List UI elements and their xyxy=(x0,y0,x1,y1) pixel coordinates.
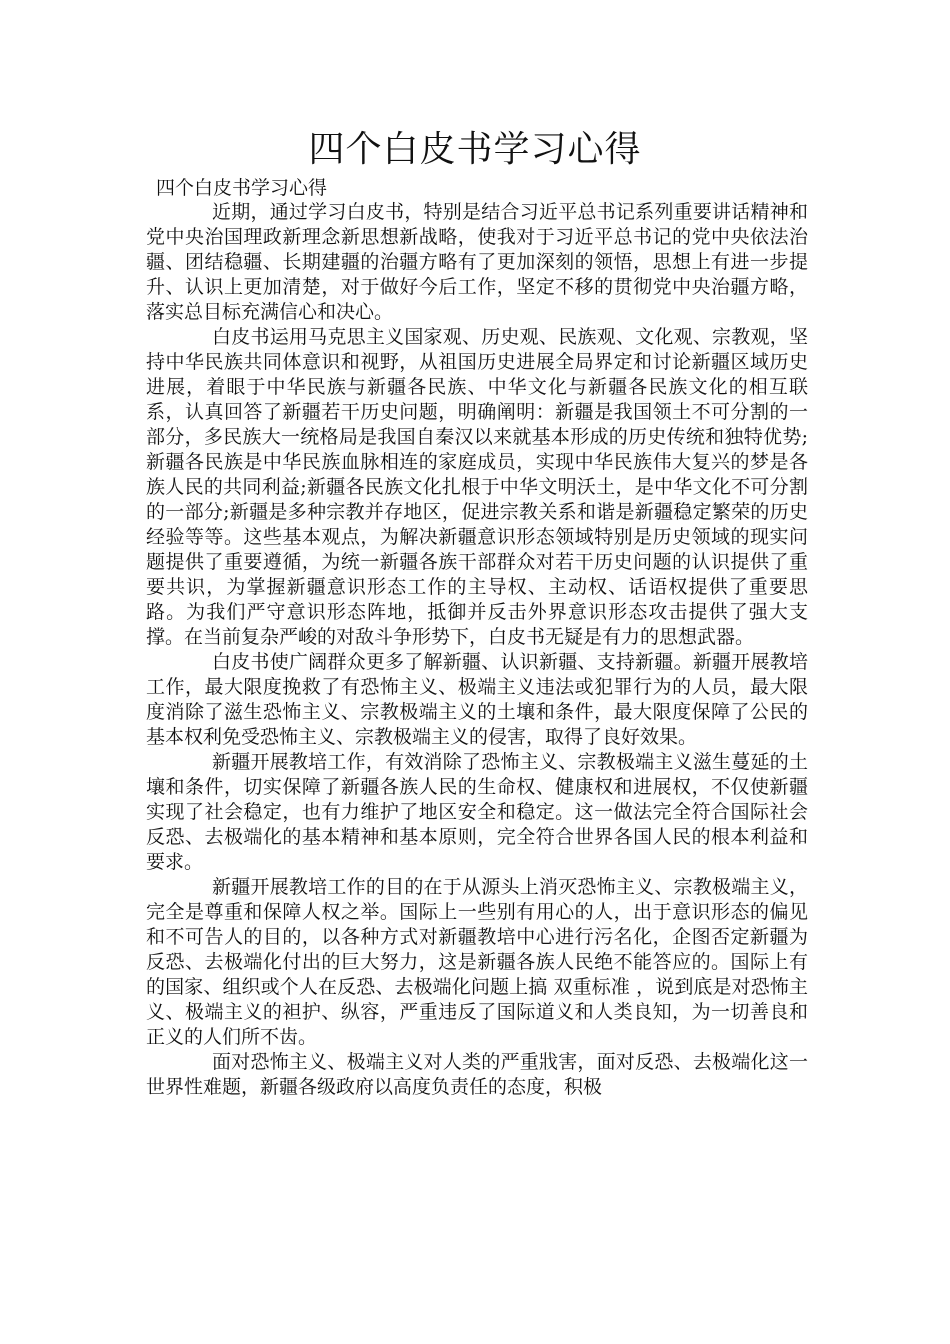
paragraph: 面对恐怖主义、极端主义对人类的严重戕害，面对反恐、去极端化这一世界性难题，新疆各级政府以高度负责任的态度，积极 xyxy=(146,1051,808,1098)
document-title: 四个白皮书学习心得 xyxy=(308,129,642,170)
paragraph: 白皮书运用马克思主义国家观、历史观、民族观、文化观、宗教观，坚持中华民族共同体意识和视野，从祖国历史进展全局界定和讨论新疆区域历史进展，着眼于中华民族与新疆各民族、中华文化与新疆各民族文化的相互联系，认真回答了新疆若干历史问题，明确阐明：新疆是我国领土不可分割的一部分，多民族大一统格局是我国自秦汉以来就基本形成的历史传统和独特优势;新疆各民族是中华民族血脉相连的家庭成员，实现中华民族伟大复兴的梦是各族人民的共同利益;新疆各民族文化扎根于中华文明沃土，是中华文化不可分割的一部分;新疆是多种宗教并存地区，促进宗教关系和谐是新疆稳定繁荣的历史经验等等。这些基本观点，为解决新疆意识形态领域特别是历史领域的现实问题提供了重要遵循，为统一新疆各族干部群众对若干历史问题的认识提供了重要共识，为掌握新疆意识形态工作的主导权、主动权、话语权提供了重要思路。为我们严守意识形态阵地，抵御并反击外界意识形态攻击提供了强大支撑。在当前复杂严峻的对敌斗争形势下，白皮书无疑是有力的思想武器。 xyxy=(146,326,808,648)
paragraph: 近期，通过学习白皮书，特别是结合习近平总书记系列重要讲话精神和党中央治国理政新理念新思想新战略，使我对于习近平总书记的党中央依法治疆、团结稳疆、长期建疆的治疆方略有了更加深刻的领悟，思想上有进一步提升、认识上更加清楚，对于做好今后工作，坚定不移的贯彻党中央治疆方略，落实总目标充满信心和决心。 xyxy=(146,201,808,323)
document-body xyxy=(146,200,808,1100)
paragraph: 新疆开展教培工作的目的在于从源头上消灭恐怖主义、宗教极端主义，完全是尊重和保障人权之举。国际上一些别有用心的人，出于意识形态的偏见和不可告人的目的，以各种方式对新疆教培中心进行污名化，企图否定新疆为反恐、去极端化付出的巨大努力，这是新疆各族人民绝不能答应的。国际上有的国家、组织或个人在反恐、去极端化问题上搞 双重标准 ，说到底是对恐怖主义、极端主义的袒护、纵容，严重违反了国际道义和人类良知，为一切善良和正义的人们所不齿。 xyxy=(146,876,808,1048)
paragraph: 新疆开展教培工作，有效消除了恐怖主义、宗教极端主义滋生蔓延的土壤和条件，切实保障了新疆各族人民的生命权、健康权和进展权，不仅使新疆实现了社会稳定，也有力维护了地区安全和稳定。这一做法完全符合国际社会反恐、去极端化的基本精神和基本原则，完全符合世界各国人民的根本利益和要求。 xyxy=(146,751,808,873)
paragraph: 白皮书使广阔群众更多了解新疆、认识新疆、支持新疆。新疆开展教培工作，最大限度挽救了有恐怖主义、极端主义违法或犯罪行为的人员，最大限度消除了滋生恐怖主义、宗教极端主义的土壤和条件，最大限度保障了公民的基本权利免受恐怖主义、宗教极端主义的侵害，取得了良好效果。 xyxy=(146,651,808,748)
document-subtitle: 四个白皮书学习心得 xyxy=(156,177,328,199)
